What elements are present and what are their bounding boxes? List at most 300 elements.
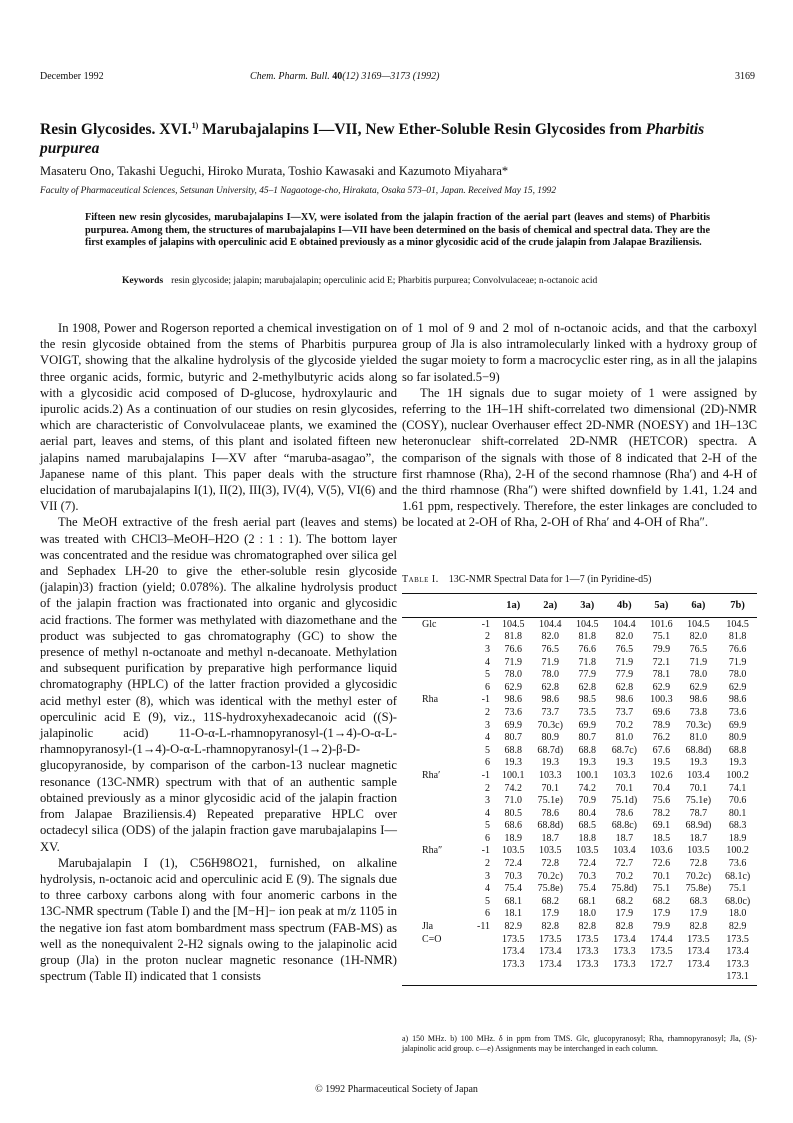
table-cell: 70.6 [728, 795, 747, 807]
table-cell: 103.4 [687, 769, 710, 781]
table-cell: 102.6 [650, 769, 673, 781]
table-cell: 69.9 [578, 719, 597, 731]
table-row [402, 971, 757, 986]
table-cell: 19.3 [615, 757, 634, 769]
table-cell: 70.2c) [685, 870, 712, 882]
table-cell: 62.8 [615, 681, 634, 693]
header-spacer [402, 594, 474, 618]
table-cell: 76.6 [504, 643, 522, 655]
table-cell: 75.6 [652, 795, 671, 807]
table-cell: 75.8e) [685, 883, 712, 895]
row-position [474, 945, 496, 958]
table-cell: 74.2 [578, 782, 597, 794]
table-cell: 80.9 [728, 732, 747, 744]
table-row [402, 782, 757, 795]
row-group-label [402, 895, 474, 908]
row-group-label [402, 908, 474, 921]
author-list: Masateru Ono, Takashi Ueguchi, Hiroko Murata, Toshio Kawasaki and Kazumoto Miyahara* [40, 164, 509, 178]
table-cell: 103.3 [539, 769, 562, 781]
table-cell: 19.5 [652, 757, 671, 769]
row-group-label [402, 794, 474, 807]
row-group-label [402, 958, 474, 971]
keywords-label: Keywords [122, 276, 164, 286]
table-cell: 78.0 [541, 669, 560, 681]
table-cell: 74.1 [728, 782, 747, 794]
table-row [402, 618, 757, 631]
table-cell: 75.1 [652, 883, 671, 895]
table-cell: 68.0c) [724, 895, 751, 907]
table-cell: 62.9 [689, 681, 708, 693]
table-cell [496, 971, 530, 986]
table-row [402, 807, 757, 820]
column-header: 6a) [679, 594, 719, 618]
table-cell: 75.8e) [537, 883, 563, 895]
table-cell: 74.2 [504, 782, 522, 794]
row-position: -1 [481, 769, 490, 781]
column-header: 7b) [718, 594, 757, 618]
table-row [402, 832, 757, 845]
table-cell: 68.3 [689, 895, 708, 907]
table-cell: 69.1 [652, 820, 671, 832]
table-cell: 70.3 [578, 870, 597, 882]
table-cell: 72.8 [541, 858, 560, 870]
table-cell: 173.3 [576, 958, 599, 970]
keywords [122, 276, 762, 286]
table-cell: 173.3 [613, 958, 636, 970]
row-group-label: Glc [422, 618, 437, 630]
table-cell: 98.5 [578, 694, 597, 706]
table-cell: 72.4 [578, 858, 597, 870]
table-cell: 18.7 [541, 832, 560, 844]
column-header: 4b) [605, 594, 645, 618]
table-cell: 70.1 [689, 782, 708, 794]
table-cell: 68.8 [504, 744, 522, 756]
table-cell: 70.2 [615, 870, 634, 882]
title-rest: Marubajalapins I—VII, New Ether-Soluble Resin Glycosides from [198, 121, 646, 138]
table-row [402, 857, 757, 870]
table-cell: 82.8 [541, 921, 560, 933]
row-position: 6 [485, 757, 490, 769]
table-cell: 18.0 [578, 908, 597, 920]
row-group-label [402, 631, 474, 644]
row-position: 2 [485, 858, 490, 870]
row-position: -1 [481, 694, 490, 706]
row-position: 6 [485, 832, 490, 844]
table-cell: 71.9 [541, 656, 560, 668]
table-cell: 104.5 [726, 618, 749, 630]
row-group-label [402, 820, 474, 833]
table-cell: 73.6 [504, 706, 522, 718]
table-cell: 81.8 [578, 631, 597, 643]
table-cell: 80.5 [504, 807, 522, 819]
table-cell: 62.8 [541, 681, 560, 693]
table-cell: 80.7 [578, 732, 597, 744]
row-position: 3 [485, 870, 490, 882]
issue-date: December 1992 [40, 71, 104, 82]
table-cell: 70.1 [541, 782, 560, 794]
table-cell: 82.8 [689, 921, 708, 933]
nmr-table [402, 593, 757, 986]
table-body [402, 618, 757, 986]
table-cell: 78.6 [541, 807, 560, 819]
table-cell: 81.0 [689, 732, 708, 744]
table-cell: 173.4 [501, 946, 525, 958]
table-cell: 78.2 [652, 807, 671, 819]
table-cell: 104.5 [501, 618, 525, 630]
table-cell: 71.9 [689, 656, 708, 668]
table-cell: 72.7 [615, 858, 634, 870]
table-cell: 68.2 [615, 895, 634, 907]
table-row [402, 945, 757, 958]
table-cell: 173.3 [576, 946, 599, 958]
table-cell: 78.1 [652, 669, 671, 681]
table-cell: 70.2c) [537, 870, 563, 882]
table-cell: 73.6 [728, 858, 747, 870]
table-cell: 78.0 [689, 669, 708, 681]
table-cell: 18.9 [504, 832, 522, 844]
table-row [402, 744, 757, 757]
row-group-label [402, 706, 474, 719]
body-column-left [40, 320, 397, 984]
table-cell: 104.5 [687, 618, 710, 630]
table-cell: 173.5 [501, 933, 525, 945]
table-cell: 19.3 [689, 757, 708, 769]
row-group-label: C=O [422, 933, 442, 945]
table-row [402, 694, 757, 707]
table-cell: 73.8 [689, 706, 708, 718]
row-group-label [402, 744, 474, 757]
table-cell: 76.5 [615, 643, 634, 655]
table-cell: 75.1d) [611, 795, 638, 807]
table-cell: 173.4 [539, 946, 562, 958]
row-position: 4 [485, 883, 490, 895]
row-position [474, 933, 496, 946]
table-cell: 100.1 [576, 769, 599, 781]
journal-name: Chem. Pharm. Bull. [250, 71, 330, 82]
table-row [402, 845, 757, 858]
row-position [474, 971, 496, 986]
table-cell: 18.1 [504, 908, 522, 920]
table-cell: 100.1 [501, 769, 525, 781]
row-position: 2 [485, 631, 490, 643]
row-position: -11 [477, 921, 490, 933]
page-number: 3169 [735, 71, 755, 82]
row-group-label [402, 681, 474, 694]
table-cell: 80.7 [504, 732, 522, 744]
table-cell: 173.5 [687, 933, 710, 945]
column-header: 1a) [496, 594, 530, 618]
table-cell: 100.2 [726, 769, 749, 781]
column-header: 2a) [530, 594, 570, 618]
table-cell: 72.4 [504, 858, 522, 870]
table-cell: 68.8 [728, 744, 747, 756]
table-cell: 70.3c) [537, 719, 563, 731]
issue-pages: (12) 3169—3173 (1992) [342, 71, 440, 82]
keywords-text: resin glycoside; jalapin; marubajalapin; operculinic acid E; Pharbitis purpurea; Convolvulaceae; n-octanoic acid [171, 276, 598, 286]
table-cell: 72.1 [652, 656, 671, 668]
table-cell: 68.8 [578, 744, 597, 756]
table-row [402, 933, 757, 946]
table-cell: 68.6 [504, 820, 522, 832]
row-position [474, 958, 496, 971]
table-row [402, 870, 757, 883]
row-group-label: Jla [422, 921, 434, 933]
row-group-label [402, 656, 474, 669]
table-cell: 73.7 [541, 706, 560, 718]
table-cell: 173.3 [501, 958, 525, 970]
table-cell: 76.6 [728, 643, 747, 655]
row-position: 4 [485, 732, 490, 744]
body-paragraph: The MeOH extractive of the fresh aerial part (leaves and stems) was treated with CHCl3–MeOH–H2O (2 : 1 : 1). The bottom layer was concentrated and the residue was chromatographed over silica gel and Sephadex LH-20 to give the ether-soluble resin glycoside (jalapin)3) fraction (yield; 0.078%). The alkaline hydrolysis product of the jalapin fraction was fractionated into organic and glycosidic acid fractions. The former was methylated with diazomethane and the product was subjected to gas chromatography (GC) to show the presence of methyl n-octanoate and methyl n-decanoate. Methylation and subsequent purification by preparative high performance liquid chromatography (HPLC) of the latter fraction provided a glycosidic acid methyl ester (8), which was identical with the methyl ester of operculinic acid E (9), viz., 11S-hydroxyhexadecanoic acid ((S)-jalapinolic acid) 11-O-α-L-rhamnopyranosyl-(1→4)-O-α-L-rhamnopyranosyl-(1→4)-O-α-L-rhamnopyranosyl-(1→2)-β-D-glucopyranoside, by comparison of the carbon-13 nuclear magnetic resonance (13C-NMR) spectrum with that of an authentic sample obtained previously as a minor glycosidic acid of the jalapin fraction from Jalapae Braziliensis.4) Repeated preparative HPLC over octadecyl silica (ODS) of the jalapin fraction gave marubajalapins I—XV. [40, 515, 397, 854]
row-group-label [402, 782, 474, 795]
row-group-label [402, 807, 474, 820]
row-position: 4 [485, 807, 490, 819]
row-group-label [402, 668, 474, 681]
table-cell: 172.7 [650, 958, 673, 970]
row-position: 3 [485, 795, 490, 807]
table-cell: 18.7 [689, 832, 708, 844]
table-row [402, 757, 757, 770]
table-cell: 82.0 [689, 631, 708, 643]
table-cell: 19.3 [728, 757, 747, 769]
table-cell: 75.4 [578, 883, 597, 895]
table-cell: 75.4 [504, 883, 522, 895]
journal-citation [250, 71, 439, 82]
table-cell: 76.2 [652, 732, 671, 744]
table-cell: 68.2 [541, 895, 560, 907]
article-title [40, 120, 755, 158]
table-cell: 71.9 [728, 656, 747, 668]
table-cell: 70.1 [652, 870, 671, 882]
table-cell [570, 971, 604, 986]
table-cell: 18.5 [652, 832, 671, 844]
table-cell: 103.5 [501, 845, 525, 857]
table-cell: 82.8 [578, 921, 597, 933]
table-cell: 79.9 [652, 643, 671, 655]
table-cell: 78.0 [504, 669, 522, 681]
row-group-label [402, 945, 474, 958]
table-cell: 19.3 [504, 757, 522, 769]
table-cell: 72.6 [652, 858, 671, 870]
table-cell: 173.5 [726, 933, 749, 945]
table-row [402, 706, 757, 719]
table-cell: 72.8 [689, 858, 708, 870]
row-group-label [402, 832, 474, 845]
table-cell: 103.5 [687, 845, 710, 857]
row-group-label [402, 731, 474, 744]
table-cell: 75.1 [728, 883, 747, 895]
table-cell: 68.1 [504, 895, 522, 907]
table-caption [402, 574, 757, 585]
row-position: -1 [481, 618, 490, 630]
row-position: 5 [485, 744, 490, 756]
table-cell: 78.0 [728, 669, 747, 681]
table-row [402, 656, 757, 669]
table-row [402, 731, 757, 744]
row-group-label [402, 857, 474, 870]
table-cell: 77.9 [615, 669, 634, 681]
table-cell: 76.6 [578, 643, 597, 655]
table-cell: 77.9 [578, 669, 597, 681]
table-row [402, 882, 757, 895]
table-cell: 82.0 [615, 631, 634, 643]
table-cell: 103.5 [539, 845, 562, 857]
table-cell: 68.7d) [537, 744, 564, 756]
table-cell: 173.5 [576, 933, 599, 945]
table-row [402, 643, 757, 656]
row-group-label: Rha′ [422, 769, 441, 781]
row-position: 2 [485, 706, 490, 718]
table-row [402, 681, 757, 694]
table-cell: 69.9 [728, 719, 747, 731]
table-cell: 62.9 [504, 681, 522, 693]
table-cell: 68.9d) [685, 820, 712, 832]
table-cell: 98.6 [541, 694, 560, 706]
table-cell: 75.8d) [611, 883, 638, 895]
table-cell: 98.6 [615, 694, 634, 706]
table-row [402, 908, 757, 921]
row-position: 3 [485, 719, 490, 731]
row-position: 6 [485, 681, 490, 693]
table-cell: 68.1c) [724, 870, 751, 882]
table-cell: 75.1 [652, 631, 671, 643]
table-cell: 174.4 [650, 933, 673, 945]
table-cell: 173.5 [539, 933, 562, 945]
table-cell [530, 971, 570, 986]
table-cell: 81.8 [728, 631, 747, 643]
table-row [402, 631, 757, 644]
copyright: © 1992 Pharmaceutical Society of Japan [315, 1084, 478, 1095]
table-cell: 71.0 [504, 795, 522, 807]
row-position: 5 [485, 895, 490, 907]
table-cell: 173.4 [613, 933, 636, 945]
table-cell: 81.8 [504, 631, 522, 643]
table-cell: 103.4 [613, 845, 636, 857]
title-main: Resin Glycosides. XVI. [40, 121, 192, 138]
table-cell: 82.8 [615, 921, 634, 933]
row-group-label: Rha [422, 694, 439, 706]
table-cell: 68.8c) [611, 820, 637, 832]
table-cell: 103.3 [613, 769, 636, 781]
body-paragraph: Marubajalapin I (1), C56H98O21, furnished, on alkaline hydrolysis, n-octanoic acid and operculinic acid E (9). The signals due to three carboxy carbons along with four anomeric carbons in the 13C-NMR spectrum (Table I) and the [M−H]− ion peak at m/z 1105 in the negative ion fast atom bombardment mass spectrum (FAB-MS) as well as the nonequivalent 2-H2 signals owing to the jalapinolic acid group (Jla) in the proton nuclear magnetic resonance (1H-NMR) spectrum (Table II) indicated that 1 consists [40, 855, 398, 984]
table-cell: 62.8 [578, 681, 597, 693]
table-cell: 173.4 [687, 946, 710, 958]
table-cell: 173.1 [718, 971, 757, 986]
row-position: 5 [485, 669, 490, 681]
table-cell: 70.1 [615, 782, 634, 794]
table-cell: 18.0 [728, 908, 747, 920]
table-cell: 18.7 [615, 832, 634, 844]
table-cell: 70.4 [652, 782, 671, 794]
table-cell: 17.9 [689, 908, 708, 920]
table-cell: 104.4 [539, 618, 562, 630]
row-group-label: Rha″ [422, 845, 443, 857]
table-cell: 173.4 [687, 958, 710, 970]
table-cell: 100.2 [726, 845, 749, 857]
table-cell: 78.6 [615, 807, 634, 819]
row-position: 3 [485, 643, 490, 655]
table-cell: 71.8 [578, 656, 597, 668]
table-row [402, 820, 757, 833]
table-cell: 73.5 [578, 706, 597, 718]
table-cell: 67.6 [652, 744, 671, 756]
table-cell: 98.6 [504, 694, 522, 706]
table-cell: 68.5 [578, 820, 597, 832]
table-row [402, 895, 757, 908]
table-cell: 75.1e) [537, 795, 563, 807]
table-cell: 19.3 [578, 757, 597, 769]
row-group-label [402, 882, 474, 895]
table-row [402, 920, 757, 933]
body-paragraph: of 1 mol of 9 and 2 mol of n-octanoic acids, and that the carboxyl group of Jla is also intramolecularly linked with a hydroxy group of the sugar moiety to form a macrocyclic ester ring, as in all the jalapins so far isolated.5−9) [402, 321, 757, 384]
table-cell: 68.8d) [537, 820, 564, 832]
row-position: -1 [481, 845, 490, 857]
table-cell: 80.9 [541, 732, 560, 744]
table-cell: 68.3 [728, 820, 747, 832]
body-paragraph: In 1908, Power and Rogerson reported a chemical investigation on the resin glycoside obtained from the stems of Pharbitis purpurea VOIGT, showing that the alkaline hydrolysis of the glycoside yielded three organic acids, formic, butyric and 2-methylbutyric acids along with a glycosidic acid composed of D-glucose, hydroxylauric and ipurolic acids.2) As a continuation of our studies on resin glycosides, which are characteristic of Convolvulaceae plants, we examined the aerial part, leaves and stems, of this plant and isolated fifteen new jalapins named marubajalapins I—XV after “maruba-asagao”, the Japanese name of this plant. This paper deals with the structure elucidation of marubajalapins I(1), II(2), III(3), IV(4), V(5), VI(6) and VII (7). [40, 321, 397, 514]
table-cell: 73.7 [615, 706, 634, 718]
table-row [402, 668, 757, 681]
table-row [402, 794, 757, 807]
table-cell: 82.9 [504, 921, 522, 933]
table-cell: 68.7c) [611, 744, 637, 756]
table-cell: 70.9 [578, 795, 597, 807]
table-cell: 173.4 [726, 946, 749, 958]
table-cell: 17.9 [652, 908, 671, 920]
row-group-label [402, 643, 474, 656]
table-footnote: a) 150 MHz. b) 100 MHz. δ in ppm from TMS. Glc, glucopyranosyl; Rha, rhamnopyranosyl; Jla, (S)-jalapinolic acid group. c—e) Assignments may be interchanged in each column. [402, 1034, 757, 1053]
row-group-label [402, 870, 474, 883]
table-cell: 80.4 [578, 807, 597, 819]
table-cell: 70.3 [504, 870, 522, 882]
table-cell: 75.1e) [685, 795, 712, 807]
table-cell: 104.5 [576, 618, 599, 630]
table-row [402, 958, 757, 971]
table-label: Table I. [402, 574, 439, 585]
table-cell: 80.1 [728, 807, 747, 819]
table-cell: 71.9 [615, 656, 634, 668]
row-position: 6 [485, 908, 490, 920]
table-cell: 79.9 [652, 921, 671, 933]
table-cell: 18.8 [578, 832, 597, 844]
table-cell: 68.8d) [685, 744, 712, 756]
table-cell: 104.4 [613, 618, 636, 630]
table-cell: 100.3 [650, 694, 673, 706]
table-cell: 73.6 [728, 706, 747, 718]
table-cell: 103.5 [576, 845, 599, 857]
table-cell: 173.4 [539, 958, 562, 970]
title-ref: 1) [191, 120, 199, 130]
table-cell: 82.0 [541, 631, 560, 643]
table-cell: 62.9 [728, 681, 747, 693]
table-cell: 78.7 [689, 807, 708, 819]
table-cell: 18.9 [728, 832, 747, 844]
table-cell: 71.9 [504, 656, 522, 668]
table-cell: 17.9 [541, 908, 560, 920]
table-cell [644, 971, 678, 986]
body-paragraph: The 1H signals due to sugar moiety of 1 were assigned by referring to the 1H–1H shift-correlated two dimensional (2D)-NMR (COSY), nuclear Overhauser effect 2D-NMR (NOESY) and 1H–13C heteronuclear shift-correlated 2D-NMR (HETCOR) spectra. A comparison of the signals with those of 8 indicated that 2-H of the first rhamnose (Rha), 2-H of the second rhamnose (Rha′) and 4-H of the third rhamnose (Rha″) were shifted downfield by 1.41, 1.24 and 1.61 ppm, respectively. Therefore, the ester linkages are concluded to be located at 2-OH of Rha, 2-OH of Rha′ and 4-OH of Rha″. [402, 385, 757, 530]
row-position: 5 [485, 820, 490, 832]
table-cell [679, 971, 719, 986]
table-cell: 98.6 [728, 694, 747, 706]
table-cell: 78.9 [652, 719, 671, 731]
table-row [402, 769, 757, 782]
table-title: 13C-NMR Spectral Data for 1—7 (in Pyridine-d5) [448, 574, 652, 585]
table-cell: 82.9 [728, 921, 747, 933]
row-position: 2 [485, 782, 490, 794]
row-group-label [402, 757, 474, 770]
abstract: Fifteen new resin glycosides, marubajalapins I—XV, were isolated from the jalapin fraction of the aerial part (leaves and stems) of Pharbitis purpurea. Among them, the structures of marubajalapins I—VII have been determined on the basis of chemical and spectral data. They are the first examples of jalapins with operculinic acid E obtained previously as a minor glycosidic acid of the crude jalapin from Jalapae Braziliensis. [85, 212, 710, 249]
